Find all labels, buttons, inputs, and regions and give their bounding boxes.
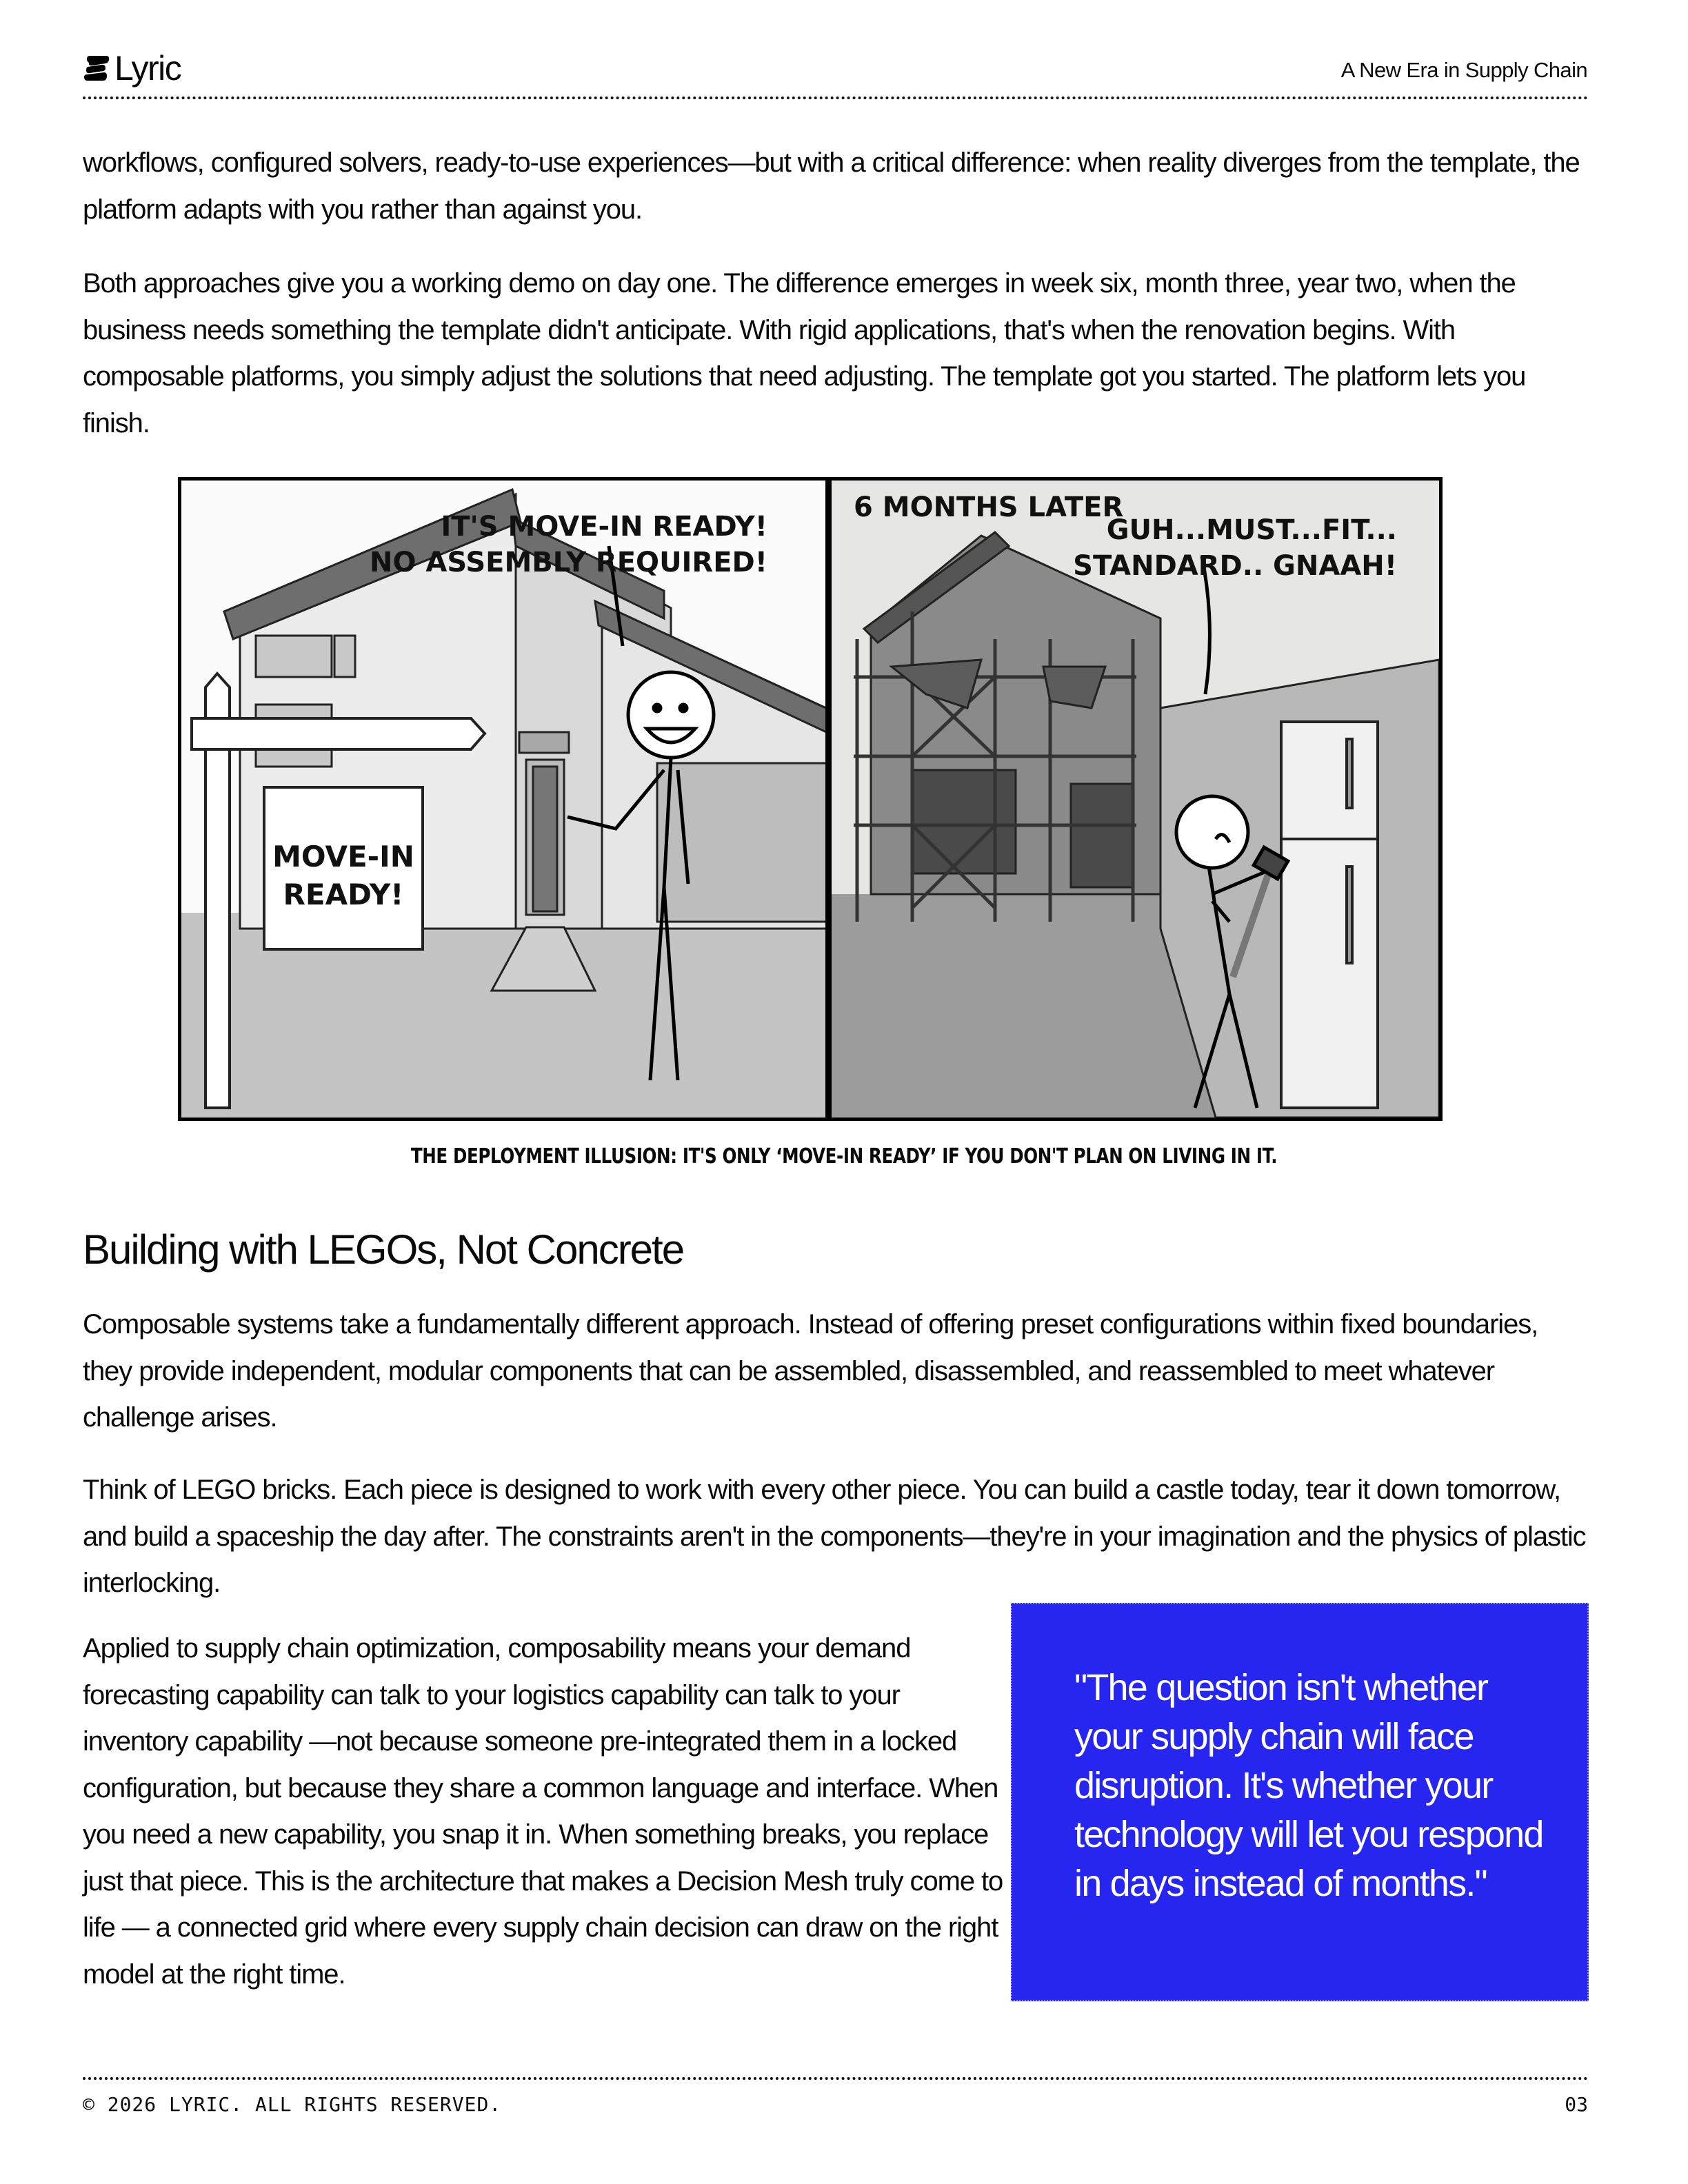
document-title: A New Era in Supply Chain <box>1340 58 1587 82</box>
refrigerator-icon <box>1281 722 1378 1108</box>
sign-text-line1: MOVE-IN <box>272 840 414 873</box>
header-divider <box>83 97 1589 99</box>
time-caption: 6 MONTHS LATER <box>854 492 1124 523</box>
panel-divider <box>825 481 832 1118</box>
section-heading: Building with LEGOs, Not Concrete <box>83 1226 684 1273</box>
left-panel <box>181 481 878 1118</box>
pull-quote-text: "The question isn't whether your supply chain will face disruption. It's whether your technology will let you respond in days instead of months." <box>1074 1667 1543 1904</box>
speech-bubble-left-line1: IT'S MOVE-IN READY! <box>441 511 767 543</box>
copyright-notice: © 2026 LYRIC. ALL RIGHTS RESERVED. <box>83 2093 502 2116</box>
speech-bubble-left-line2: NO ASSEMBLY REQUIRED! <box>369 547 767 578</box>
footer-divider <box>83 2077 1589 2080</box>
comic-caption: THE DEPLOYMENT ILLUSION: IT'S ONLY ‘MOVE-IN READY’ IF YOU DON'T PLAN ON LIVING IN IT. <box>410 1144 1278 1169</box>
brand-logo <box>83 49 181 88</box>
comic-illustration <box>178 477 1443 1121</box>
page-number: 03 <box>1565 2093 1588 2116</box>
paragraph-demo-day-one: Both approaches give you a working demo on day one. The difference emerges in week six, month three, year two, when the business needs something the template didn't anticipate. With rigid applications, that's when the renovation begins. With composable platforms, you simply adjust the solutions that need adjusting. The template got you started. The platform lets you finish. <box>83 268 1526 438</box>
paragraph-intro-continued: workflows, configured solvers, ready-to-use experiences—but with a critical difference: when reality diverges from the template, the platform adapts with you rather than against you. <box>83 148 1580 225</box>
speech-bubble-right-line1: GUH...MUST...FIT... <box>1106 514 1397 546</box>
speech-bubble-right-line2: STANDARD.. GNAAH! <box>1073 550 1397 582</box>
right-panel <box>832 481 1439 1118</box>
pull-quote-box <box>1011 1603 1589 2001</box>
lyric-logo-icon <box>83 54 110 82</box>
sign-text-line2: READY! <box>283 878 404 911</box>
paragraph-supply-chain-composability: Applied to supply chain optimization, composability means your demand forecasting capability can talk to your logistics capability can talk to your inventory capability —not because someone pre-integrated them in a locked configuration, but because they share a common language and interface. When you need a new capability, you snap it in. When something breaks, you replace just that piece. This is the architecture that makes a Decision Mesh truly come to life — a connected grid where every supply chain decision can draw on the right model at the right time. <box>83 1633 1003 1990</box>
paragraph-lego-bricks: Think of LEGO bricks. Each piece is designed to work with every other piece. You can build a castle today, tear it down tomorrow, and build a spaceship the day after. The constraints aren't in the components—they're in your imagination and the physics of plastic interlocking. <box>83 1475 1586 1598</box>
brand-name: Lyric <box>114 49 181 88</box>
paragraph-composable-systems: Composable systems take a fundamentally different approach. Instead of offering preset configurations within fixed boundaries, they provide independent, modular components that can be assembled, disassembled, and reassembled to meet whatever challenge arises. <box>83 1309 1538 1433</box>
